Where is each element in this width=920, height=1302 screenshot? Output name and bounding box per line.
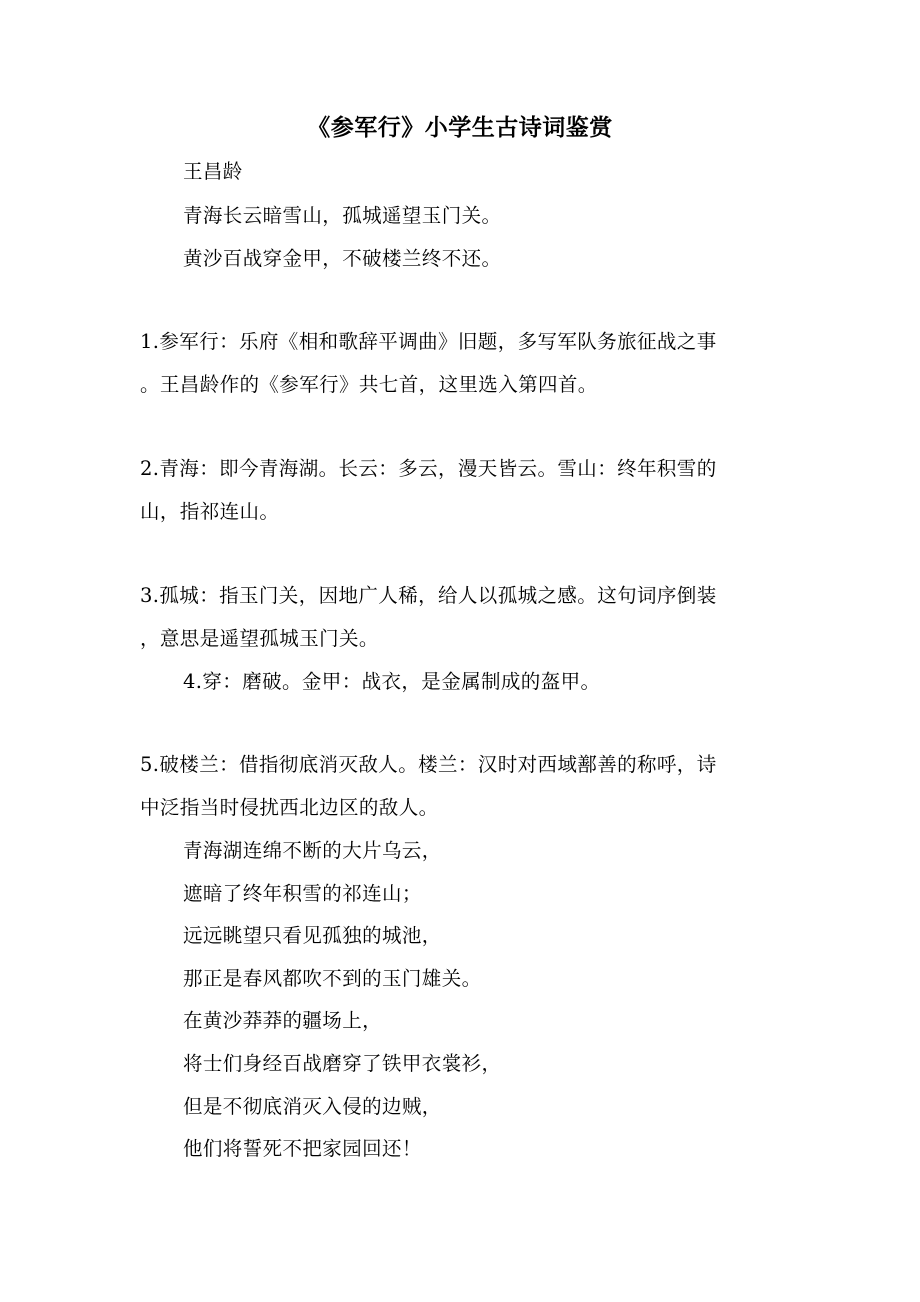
translation-line: 远远眺望只看见孤独的城池， xyxy=(183,924,442,947)
translation-line: 他们将誓死不把家园回还！ xyxy=(183,1137,422,1160)
note-2-line: 山，指祁连山。 xyxy=(140,500,280,523)
note-5-line: 中泛指当时侵扰西北边区的敌人。 xyxy=(140,796,439,819)
document-title: 《参军行》小学生古诗词鉴赏 xyxy=(307,114,613,141)
poem-author: 王昌龄 xyxy=(183,160,243,183)
poem-line: 黄沙百战穿金甲，不破楼兰终不还。 xyxy=(183,247,502,270)
translation-line: 那正是春风都吹不到的玉门雄关。 xyxy=(183,967,482,990)
translation-line: 在黄沙莽莽的疆场上， xyxy=(183,1009,383,1032)
note-5-line: 5.破楼兰：借指彻底消灭敌人。楼兰：汉时对西域鄯善的称呼，诗 xyxy=(140,753,717,776)
note-3-line: 3.孤城：指玉门关，因地广人稀，给人以孤城之感。这句词序倒装 xyxy=(140,584,717,607)
translation-line: 将士们身经百战磨穿了铁甲衣裳衫， xyxy=(183,1052,502,1075)
note-1-line: 1.参军行：乐府《相和歌辞平调曲》旧题，多写军队务旅征战之事 xyxy=(140,330,717,353)
note-4: 4.穿：磨破。金甲：战衣，是金属制成的盔甲。 xyxy=(183,670,601,693)
note-1-line: 。王昌龄作的《参军行》共七首，这里选入第四首。 xyxy=(140,373,598,396)
translation-line: 遮暗了终年积雪的祁连山； xyxy=(183,882,422,905)
note-2-line: 2.青海：即今青海湖。长云：多云，漫天皆云。雪山：终年积雪的 xyxy=(140,457,717,480)
note-3-line: ，意思是遥望孤城玉门关。 xyxy=(140,627,379,650)
translation-line: 青海湖连绵不断的大片乌云， xyxy=(183,839,442,862)
translation-line: 但是不彻底消灭入侵的边贼， xyxy=(183,1095,442,1118)
poem-line: 青海长云暗雪山，孤城遥望玉门关。 xyxy=(183,204,502,227)
